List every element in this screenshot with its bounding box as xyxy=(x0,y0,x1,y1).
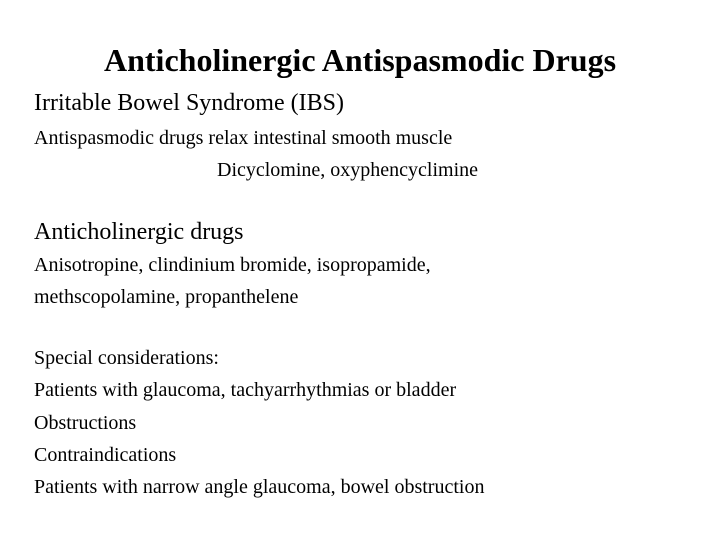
special-considerations-line2: Obstructions xyxy=(34,412,137,434)
contraindications-label: Contraindications xyxy=(34,444,177,466)
ibs-heading: Irritable Bowel Syndrome (IBS) xyxy=(34,90,344,116)
anticholinergic-heading: Anticholinergic drugs xyxy=(34,219,244,245)
slide-title: Anticholinergic Antispasmodic Drugs xyxy=(103,42,617,78)
anticholinergic-examples-line1: Anisotropine, clindinium bromide, isopropamide, xyxy=(34,254,431,276)
anticholinergic-examples-line2: methscopolamine, propanthelene xyxy=(34,286,299,308)
antispasmodic-examples: Dicyclomine, oxyphencyclimine xyxy=(217,159,479,181)
antispasmodic-description: Antispasmodic drugs relax intestinal smooth muscle xyxy=(34,127,453,149)
special-considerations-line1: Patients with glaucoma, tachyarrhythmias or bladder xyxy=(34,379,457,401)
contraindications-text: Patients with narrow angle glaucoma, bowel obstruction xyxy=(34,476,485,498)
special-considerations-label: Special considerations: xyxy=(34,347,219,369)
